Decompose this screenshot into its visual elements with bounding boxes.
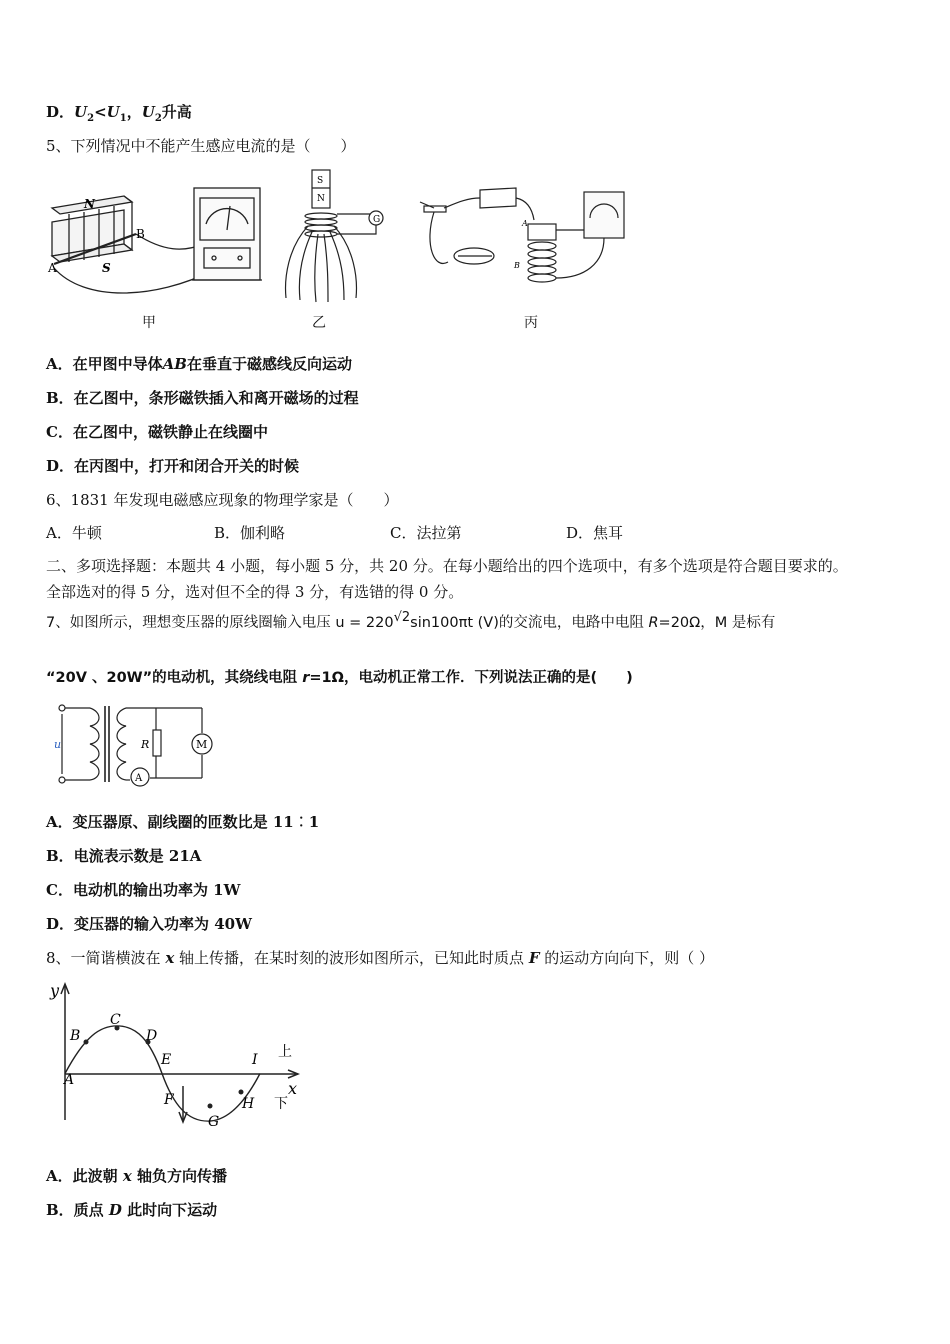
ammeter-icon: A	[135, 773, 143, 784]
var-r: r	[302, 670, 310, 686]
label-n: N	[317, 194, 325, 204]
var-u: U	[106, 103, 120, 121]
var-x: x	[122, 1167, 132, 1185]
point-c-label: C	[110, 1012, 121, 1028]
q6-option-a: A．牛顿	[46, 524, 102, 542]
label-s: S	[317, 176, 324, 186]
point-d-label: D	[146, 1028, 158, 1044]
q5-option-a	[46, 354, 352, 374]
q6-option-c: C．法拉第	[390, 524, 462, 542]
stem-text: =20Ω，M 是标有	[658, 615, 776, 631]
q7-stem-line2	[46, 668, 633, 688]
var-d: D	[108, 1201, 122, 1219]
label-r: R	[141, 738, 150, 751]
var-x: x	[165, 949, 175, 967]
stem-text: 8、一简谐横波在	[46, 949, 166, 967]
label-n: N	[84, 197, 95, 211]
label-b: B	[136, 227, 145, 241]
caption-jia: 甲	[142, 315, 156, 331]
point-b-label: B	[70, 1028, 81, 1044]
option-text: B．质点	[46, 1201, 109, 1219]
label-u: u	[54, 738, 62, 751]
option-label: A．	[46, 355, 73, 373]
subscript: 1	[119, 113, 127, 124]
q7-option-d: D．变压器的输入功率为 40W	[46, 915, 252, 933]
section2-line2: 全部选对的得 5 分，选对但不全的得 3 分，有选错的得 0 分。	[46, 583, 464, 601]
q7-option-b: B．电流表示数是 21A	[46, 847, 202, 865]
q7-stem-line1	[46, 610, 776, 634]
label-b: B	[514, 261, 520, 270]
figure-wave	[40, 980, 310, 1130]
label-up: 上	[278, 1044, 292, 1060]
stem-text: 7、如图所示，理想变压器的原线圈输入电压 u = 220	[46, 615, 394, 631]
figure-transformer-circuit	[50, 700, 230, 796]
label-a: A	[48, 261, 57, 275]
var-r: R	[648, 615, 659, 631]
q7-option-a: A．变压器原、副线圈的匝数比是 11︰1	[46, 813, 320, 831]
point-e-label: E	[161, 1052, 172, 1068]
q8-option-a	[46, 1166, 227, 1186]
motor-icon: M	[196, 738, 208, 751]
q8-option-b	[46, 1200, 217, 1220]
figure-bing	[414, 184, 634, 294]
comma: ，	[126, 103, 142, 121]
option-text: 此时向下运动	[121, 1201, 218, 1219]
section2-line1: 二、多项选择题：本题共 4 小题，每小题 5 分，共 20 分。在每小题给出的四个选项中，有多个选项是符合题目要求的。	[46, 557, 848, 575]
var-f: F	[528, 949, 540, 967]
var-ab: AB	[162, 355, 187, 373]
option-text: 在垂直于磁感线反向运动	[186, 355, 352, 373]
q8-stem	[46, 948, 714, 968]
q5-option-d: D．在丙图中，打开和闭合开关的时候	[46, 457, 300, 475]
stem-text: =1Ω，电动机正常工作．下列说法正确的是( )	[309, 670, 633, 686]
caption-bing: 丙	[524, 315, 538, 331]
subscript: 2	[154, 113, 162, 124]
less-than: <	[94, 103, 107, 121]
option-text: 升高	[161, 103, 192, 121]
q5-option-b: B．在乙图中，条形磁铁插入和离开磁场的过程	[46, 389, 359, 407]
axis-x-label: x	[288, 1079, 298, 1098]
q6-option-b: B．伽利略	[214, 524, 286, 542]
figure-yi	[278, 168, 390, 308]
label-s: S	[102, 261, 111, 275]
var-u: U	[74, 103, 88, 121]
sqrt-symbol: √2	[393, 610, 411, 625]
option-text: A．此波朝	[46, 1167, 123, 1185]
axis-y-label: y	[50, 981, 60, 1000]
option-label: D．	[46, 103, 75, 121]
q5-stem: 5、下列情况中不能产生感应电流的是（ ）	[46, 137, 356, 155]
option-text: 轴负方向传播	[131, 1167, 228, 1185]
label-down: 下	[274, 1096, 288, 1112]
stem-text: “20V 、20W”的电动机，其绕线电阻	[46, 670, 303, 686]
point-a-label: A	[64, 1072, 75, 1088]
stem-text: 轴上传播，在某时刻的波形如图所示，已知此时质点	[174, 949, 529, 967]
point-g-label: G	[208, 1114, 220, 1130]
galvanometer-icon	[192, 188, 262, 280]
q4-option-d	[46, 102, 192, 129]
option-text: 在甲图中导体	[72, 355, 163, 373]
point-f-label: F	[164, 1092, 174, 1108]
stem-text: 的运动方向向下，则（ ）	[539, 949, 715, 967]
q6-option-d: D．焦耳	[566, 524, 624, 542]
label-a: A	[522, 219, 528, 228]
stem-text: sin100πt (V)的交流电，电路中电阻	[410, 615, 649, 631]
point-i-label: I	[252, 1052, 258, 1068]
q7-option-c: C．电动机的输出功率为 1W	[46, 881, 241, 899]
label-g: G	[373, 215, 381, 225]
subscript: 2	[87, 113, 95, 124]
caption-yi: 乙	[312, 315, 326, 331]
point-h-label: H	[242, 1096, 255, 1112]
q6-stem: 6、1831 年发现电磁感应现象的物理学家是（ ）	[46, 491, 399, 509]
figure-jia	[44, 172, 274, 307]
q5-option-c: C．在乙图中，磁铁静止在线圈中	[46, 423, 268, 441]
var-u: U	[141, 103, 155, 121]
